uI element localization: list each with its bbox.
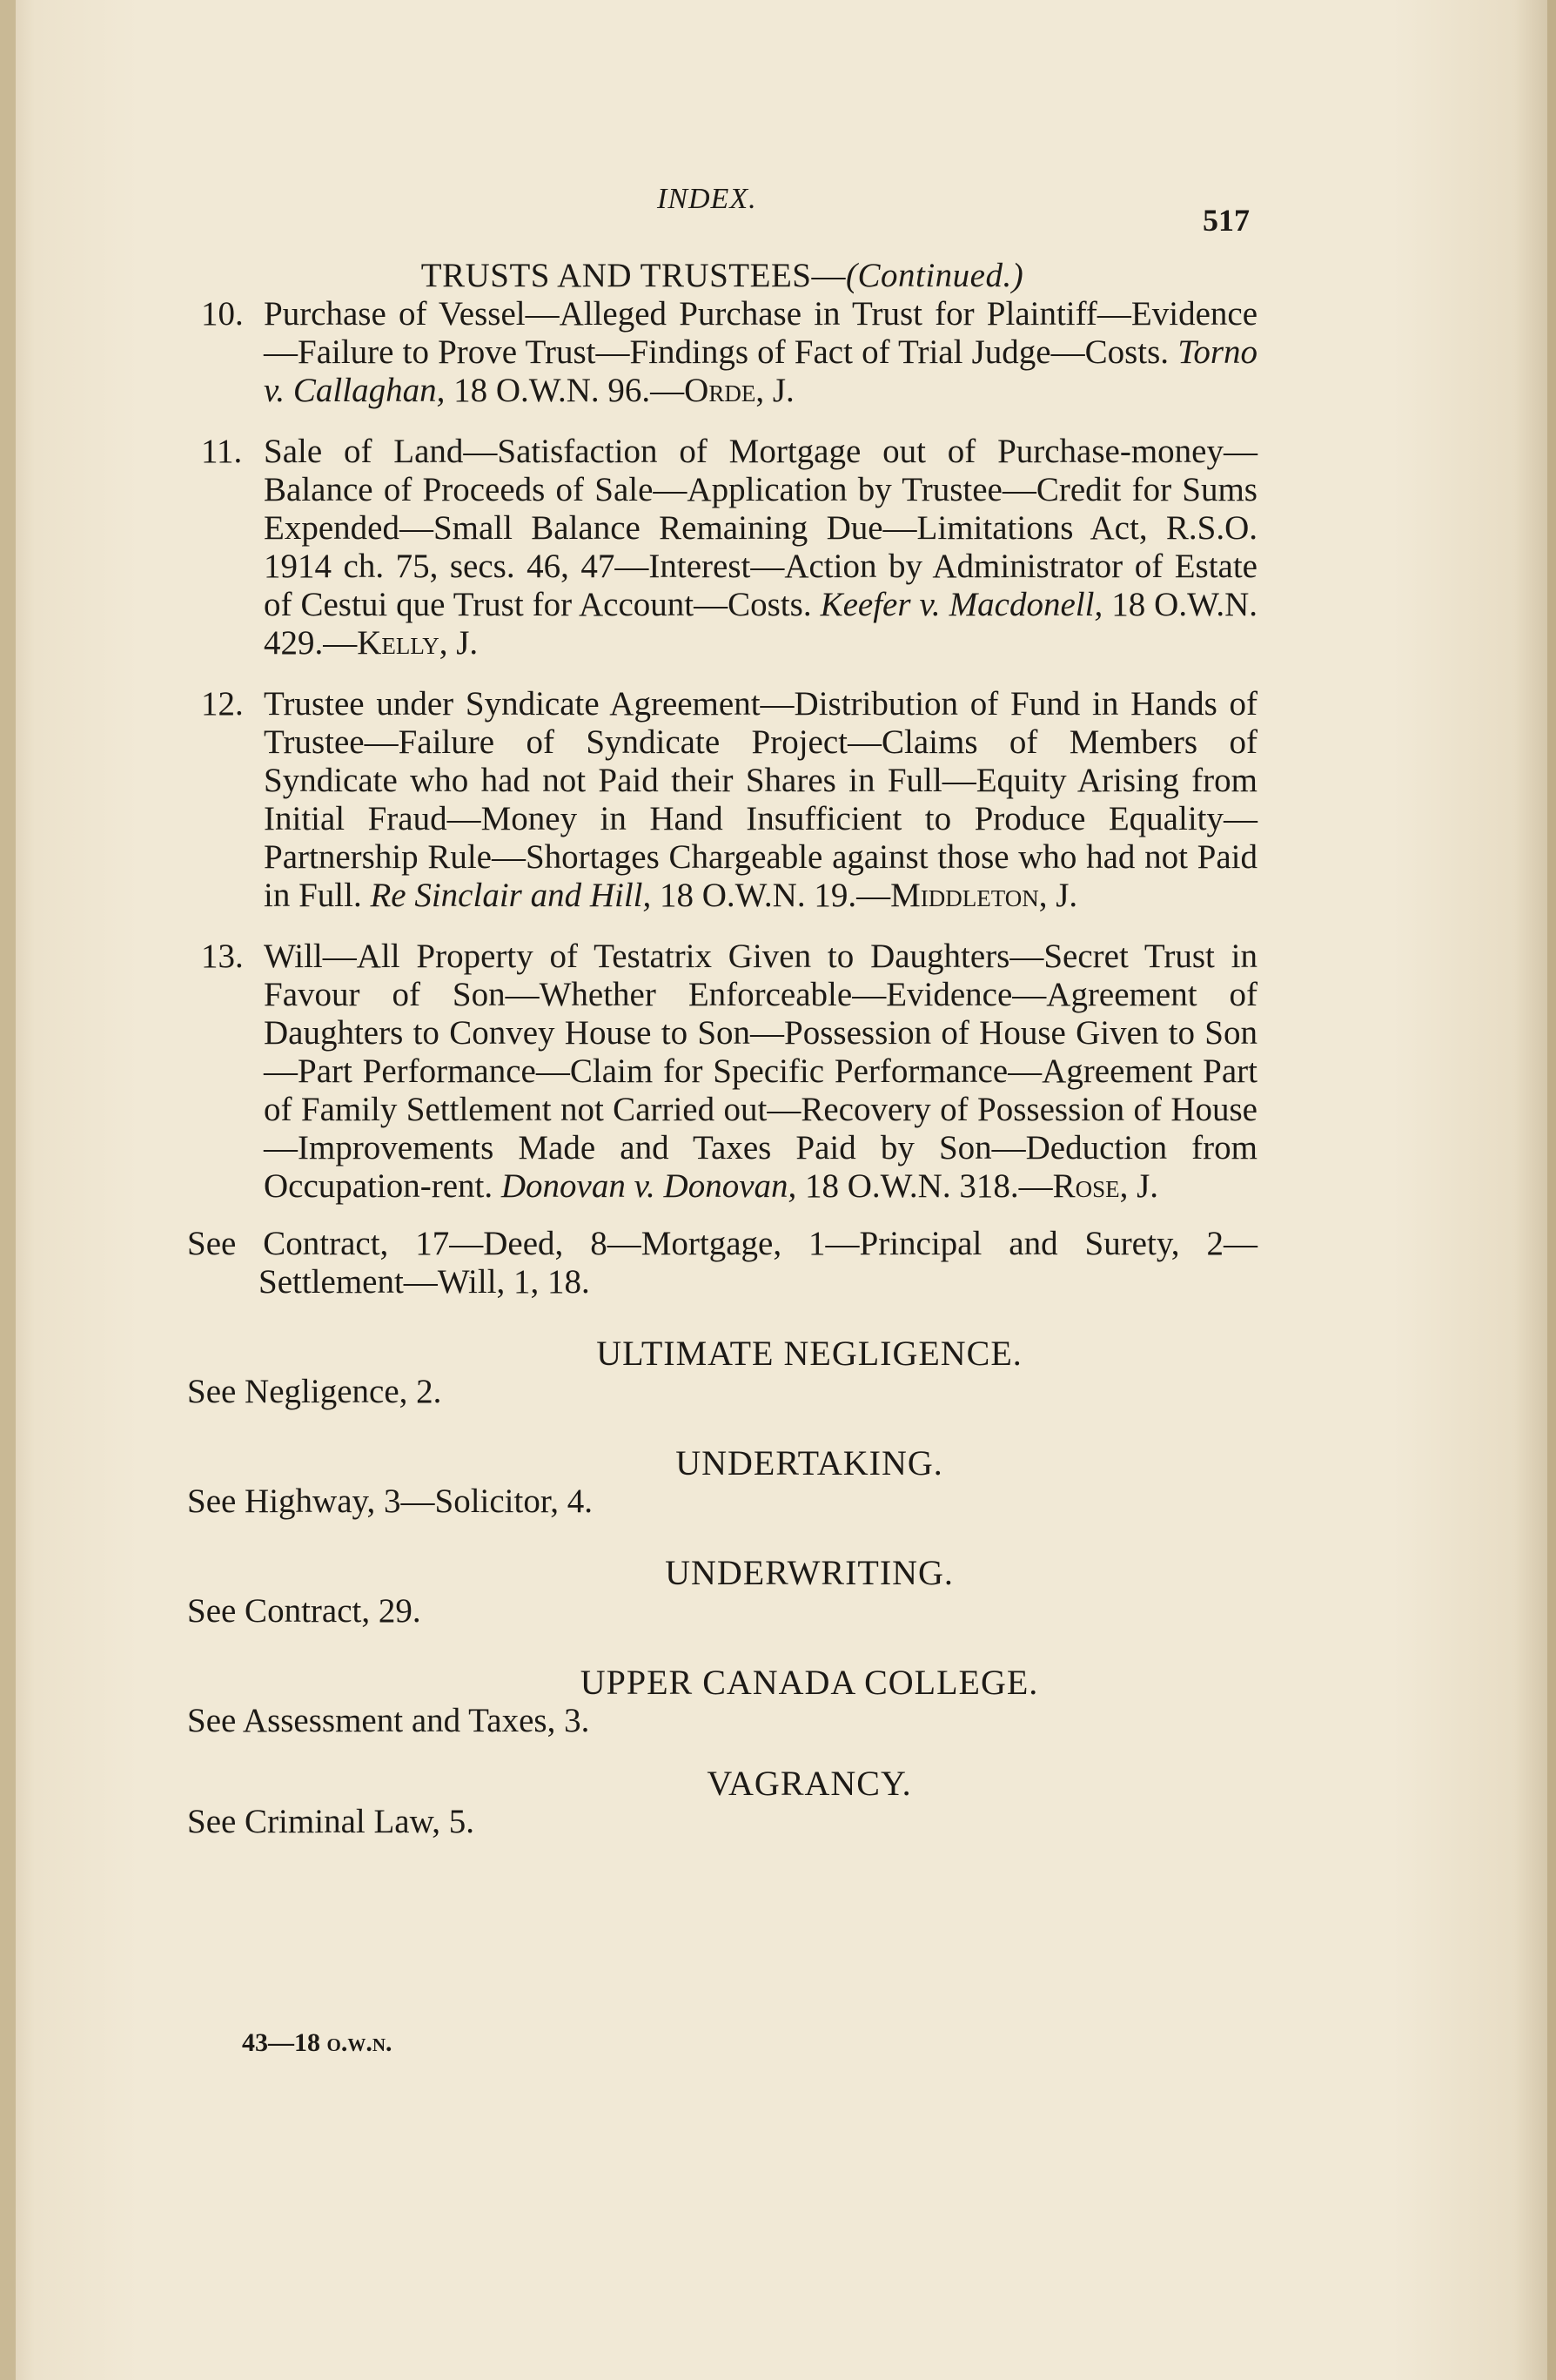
entry-citation: 18 O.W.N. 318.— (796, 1167, 1053, 1205)
section-heading-continued: (Continued.) (845, 257, 1024, 294)
see-reference: See Contract, 29. (187, 1592, 421, 1630)
section-heading-ultimate-negligence: ULTIMATE NEGLIGENCE. (596, 1334, 1023, 1373)
section-heading-underwriting: UNDERWRITING. (665, 1553, 954, 1592)
entry-citation: 18 O.W.N. 96.— (445, 372, 685, 409)
index-content (187, 257, 1258, 1841)
entry-number: 12. (201, 685, 244, 723)
entry-citation: 18 O.W.N. 19.— (651, 877, 891, 914)
entry-case-name: Re Sinclair and Hill, (370, 877, 652, 914)
see-reference: See Assessment and Taxes, 3. (187, 1702, 590, 1739)
entry-text: Trustee under Syndicate Agreement—Distribution of Fund in Hands of Trustee—Failure of Syndicate Project—Claims of Members of Syndicate who had not Paid their Shares in Full—Equity Arising from Initial Fraud—Money in Hand Insufficient to Produce Equality—Partnership Rule—Shortages Chargeable against those who had not Paid in Full. (264, 685, 1258, 914)
entry-case-name: Torno v. Callaghan, (264, 333, 1258, 409)
entry-judge: Rose, J. (1052, 1167, 1159, 1205)
see-also-trusts: See Contract, 17—Deed, 8—Mortgage, 1—Principal and Surety, 2—Settlement—Will, 1, 18. (187, 1225, 1258, 1301)
see-reference: See Criminal Law, 5. (187, 1803, 474, 1840)
entry-text: Will—All Property of Testatrix Given to Daughters—Secret Trust in Favour of Son—Whether Enforceable—Evidence—Agreement of Daughters to Convey House to Son—Possession of House Given to Son—Part Performance—Claim for Specific Performance—Agreement Part of Family Settlement not Carried out—Recovery of Possession of House—Improvements Made and Taxes Paid by Son—Deduction from Occupation-rent. (264, 938, 1258, 1205)
section-heading-text: TRUSTS AND TRUSTEES— (420, 257, 846, 294)
see-reference: See Highway, 3—Solicitor, 4. (187, 1482, 594, 1520)
entry-case-name: Keefer v. Macdonell, (820, 586, 1103, 623)
index-entry-12 (187, 685, 1258, 915)
index-entry-11 (187, 433, 1258, 662)
entry-number: 10. (201, 295, 244, 333)
signature-sheet: 43—18 (242, 2028, 327, 2057)
section-heading-upper-canada-college: UPPER CANADA COLLEGE. (580, 1663, 1039, 1702)
section-heading-undertaking: UNDERTAKING. (675, 1443, 943, 1482)
entry-citation: 18 O.W.N. 429.— (264, 586, 1258, 662)
page-number: 517 (1203, 203, 1250, 238)
page-right-edge (1547, 0, 1556, 2380)
entry-judge: Kelly, J. (357, 624, 479, 662)
entry-text: Sale of Land—Satisfaction of Mortgage out of Purchase-money—Balance of Proceeds of Sale—Application by Trustee—Credit for Sums Expended—Small Balance Remaining Due—Limitations Act, R.S.O. 1914 ch. 75, secs. 46, 47—Interest—Action by Administrator of Estate of Cestui que Trust for Account—Costs. (264, 433, 1258, 623)
entry-text: Purchase of Vessel—Alleged Purchase in Trust for Plaintiff—Evidence—Failure to Prove Trust—Findings of Fact of Trial Judge—Costs. (264, 295, 1258, 371)
section-heading-trusts (187, 257, 1258, 295)
index-entry-13 (187, 938, 1258, 1206)
running-head (0, 183, 1556, 238)
entry-number: 11. (201, 433, 243, 470)
running-title: INDEX. (657, 183, 757, 215)
printer-signature-mark (242, 2028, 392, 2058)
entry-judge: Middleton, J. (890, 877, 1078, 914)
entry-judge: Orde, J. (684, 372, 795, 409)
page-left-edge (0, 0, 16, 2380)
entry-case-name: Donovan v. Donovan, (500, 1167, 797, 1205)
section-heading-vagrancy: VAGRANCY. (707, 1764, 912, 1803)
index-entry-10 (187, 295, 1258, 410)
signature-mark: o.w.n. (326, 2028, 392, 2057)
see-reference: See Negligence, 2. (187, 1373, 442, 1410)
entry-number: 13. (201, 938, 244, 975)
